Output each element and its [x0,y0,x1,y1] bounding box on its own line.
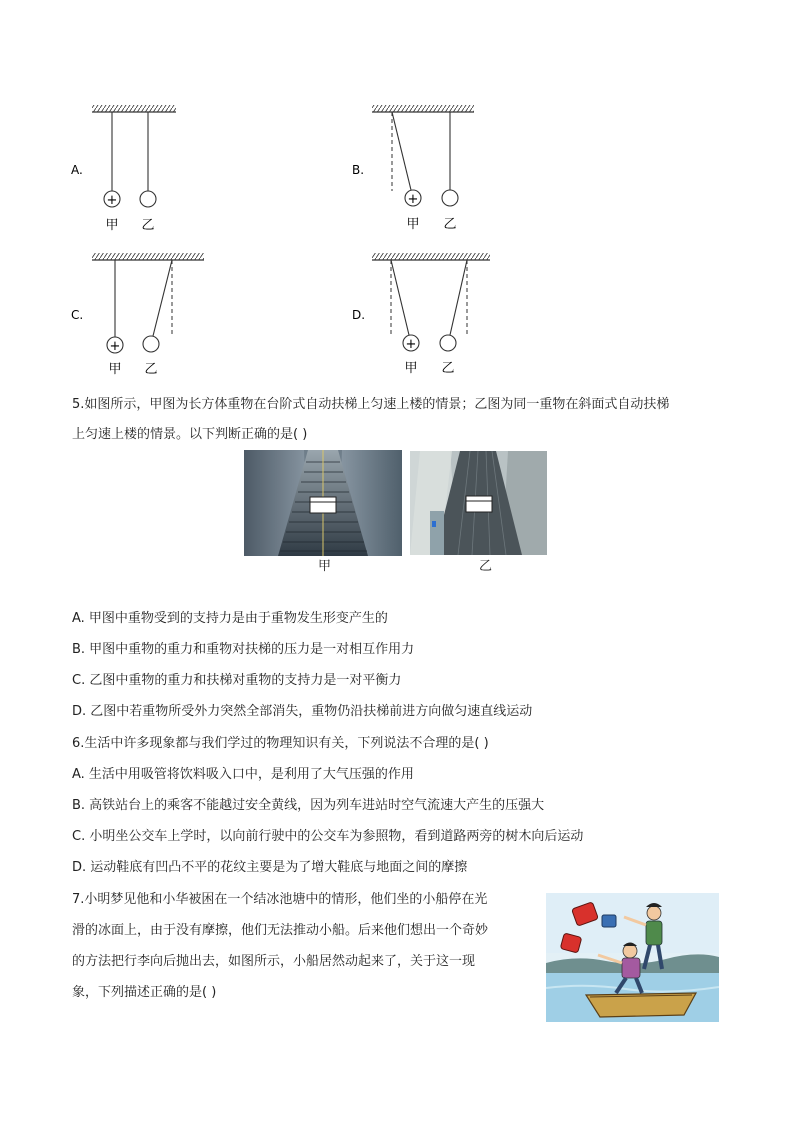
q5-choice-a: A. 甲图中重物受到的支持力是由于重物发生形变产生的 [72,611,388,626]
option-b-diagram [352,105,474,232]
q5-choice-b: B. 甲图中重物的重力和重物对扶梯的压力是一对相互作用力 [72,642,415,657]
q5-stem-line2: 上匀速上楼的情景。以下判断正确的是( ) [72,427,308,442]
q5-fig-label-jia: 甲 [318,559,332,574]
option-a-right-label: 乙 [141,218,155,233]
q6-stem: 6.生活中许多现象都与我们学过的物理知识有关，下列说法不合理的是( ) [72,736,489,751]
q7-line3: 的方法把行李向后抛出去，如图所示，小船居然动起来了，关于这一现 [72,954,476,969]
q6-choice-b: B. 高铁站台上的乘客不能越过安全黄线，因为列车进站时空气流速大产生的压强大 [72,798,545,813]
option-c-letter: C. [71,308,84,322]
q5-fig-label-yi: 乙 [479,559,493,574]
option-c-plus: + [109,339,121,354]
option-d-left-label: 甲 [404,361,418,376]
q5-choice-d: D. 乙图中若重物所受外力突然全部消失，重物仍沿扶梯前进方向做匀速直线运动 [72,704,533,719]
escalator-step-photo [244,450,402,556]
option-a-left-label: 甲 [105,218,119,233]
boat-cartoon-illustration [546,893,719,1022]
escalator-incline-photo [410,451,547,555]
q5-stem-line1: 5.如图所示，甲图为长方体重物在台阶式自动扶梯上匀速上楼的情景；乙图为同一重物在斜面式自动扶梯 [72,397,670,412]
option-d-diagram [352,253,490,376]
option-a-letter: A. [71,163,83,177]
option-b-plus: + [407,192,419,207]
q6-choice-c: C. 小明坐公交车上学时，以向前行驶中的公交车为参照物，看到道路两旁的树木向后运动 [72,829,584,844]
q7-line1: 7.小明梦见他和小华被困在一个结冰池塘中的情形，他们坐的小船停在光 [72,892,488,907]
q6-choice-a: A. 生活中用吸管将饮料吸入口中，是利用了大气压强的作用 [72,767,414,782]
q7-line4: 象，下列描述正确的是( ) [72,985,217,1000]
option-a-plus: + [106,193,118,208]
option-d-plus: + [405,337,417,352]
option-a-diagram [71,105,176,233]
option-b-left-label: 甲 [406,217,420,232]
option-b-letter: B. [352,163,365,177]
option-c-right-label: 乙 [144,362,158,377]
q7-line2: 滑的冰面上，由于没有摩擦，他们无法推动小船。后来他们想出一个奇妙 [72,923,489,938]
option-d-letter: D. [352,308,366,322]
q6-choice-d: D. 运动鞋底有凹凸不平的花纹主要是为了增大鞋底与地面之间的摩擦 [72,860,468,875]
option-b-right-label: 乙 [443,217,457,232]
q5-choice-c: C. 乙图中重物的重力和扶梯对重物的支持力是一对平衡力 [72,673,402,688]
q4-diagrams [0,0,794,390]
option-c-diagram [71,253,204,377]
option-c-left-label: 甲 [108,362,122,377]
option-d-right-label: 乙 [441,361,455,376]
